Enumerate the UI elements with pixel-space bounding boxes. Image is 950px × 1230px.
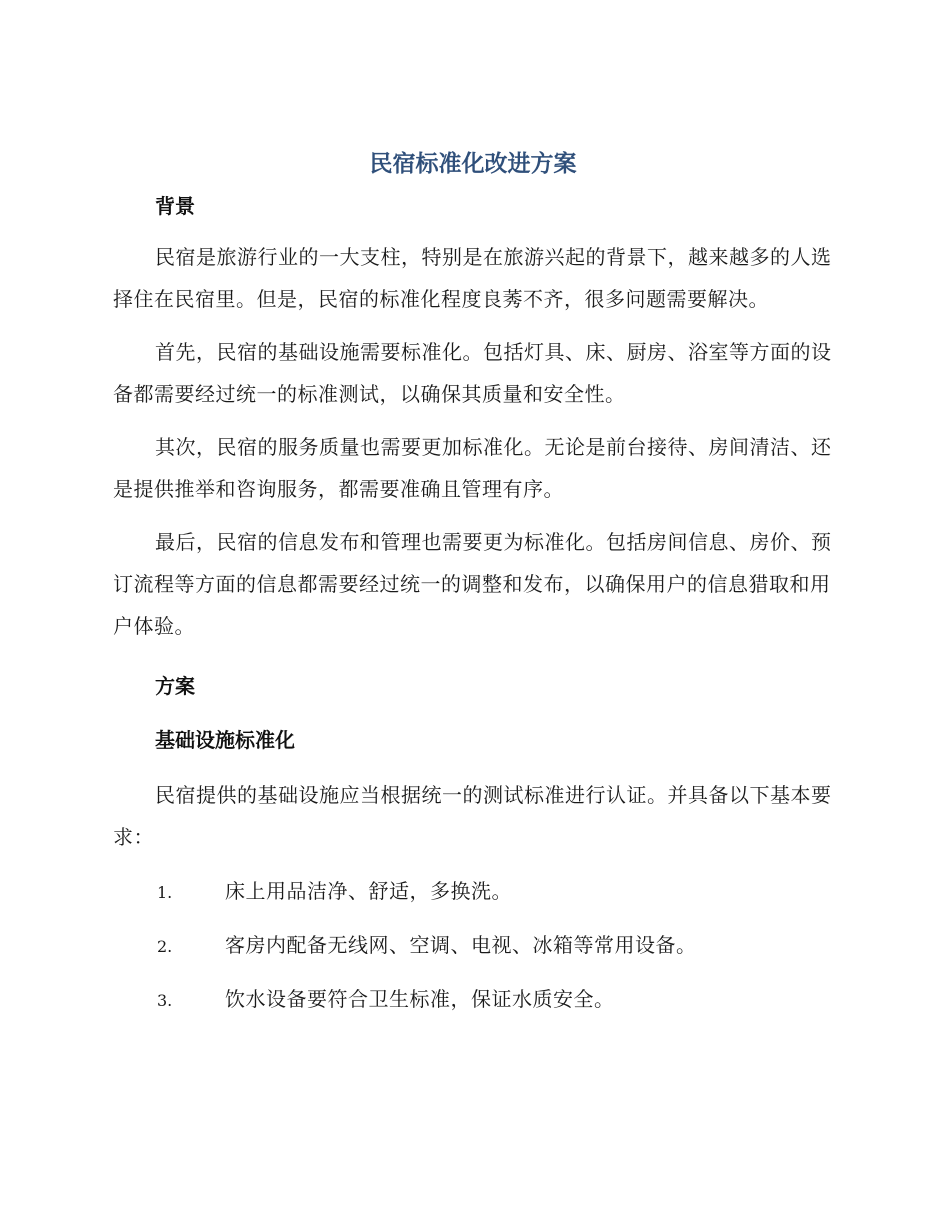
list-item — [113, 924, 833, 978]
paragraph-infrastructure-issue: 首先，民宿的基础设施需要标准化。包括灯具、床、厨房、浴室等方面的设备都需要经过统一的标准测试，以确保其质量和安全性。 — [113, 340, 832, 406]
list-item-number: 3. — [157, 991, 173, 1010]
paragraph-infrastructure-intro: 民宿提供的基础设施应当根据统一的测试标准进行认证。并具备以下基本要求： — [113, 783, 832, 849]
document-title: 民宿标准化改进方案 — [369, 151, 577, 177]
subsection-heading-infrastructure: 基础设施标准化 — [155, 728, 295, 752]
section-heading-background: 背景 — [155, 194, 195, 218]
list-item-text: 床上用品洁净、舒适，多换洗。 — [225, 879, 512, 903]
list-item-number: 1. — [157, 883, 173, 902]
paragraph-background-intro: 民宿是旅游行业的一大支柱，特别是在旅游兴起的背景下，越来越多的人选择住在民宿里。但是，民宿的标准化程度良莠不齐，很多问题需要解决。 — [113, 245, 832, 311]
document-body — [113, 148, 833, 1032]
list-item — [113, 978, 833, 1032]
requirements-list — [113, 870, 833, 1032]
paragraph-service-issue: 其次，民宿的服务质量也需要更加标准化。无论是前台接待、房间清洁、还是提供推举和咨询服务，都需要准确且管理有序。 — [113, 435, 832, 501]
section-heading-plan: 方案 — [155, 674, 195, 698]
list-item — [113, 870, 833, 924]
list-item-number: 2. — [157, 937, 173, 956]
list-item-text: 客房内配备无线网、空调、电视、冰箱等常用设备。 — [225, 933, 697, 957]
list-item-text: 饮水设备要符合卫生标准，保证水质安全。 — [225, 987, 615, 1011]
paragraph-information-issue: 最后，民宿的信息发布和管理也需要更为标准化。包括房间信息、房价、预订流程等方面的信息都需要经过统一的调整和发布，以确保用户的信息猎取和用户体验。 — [113, 530, 832, 638]
